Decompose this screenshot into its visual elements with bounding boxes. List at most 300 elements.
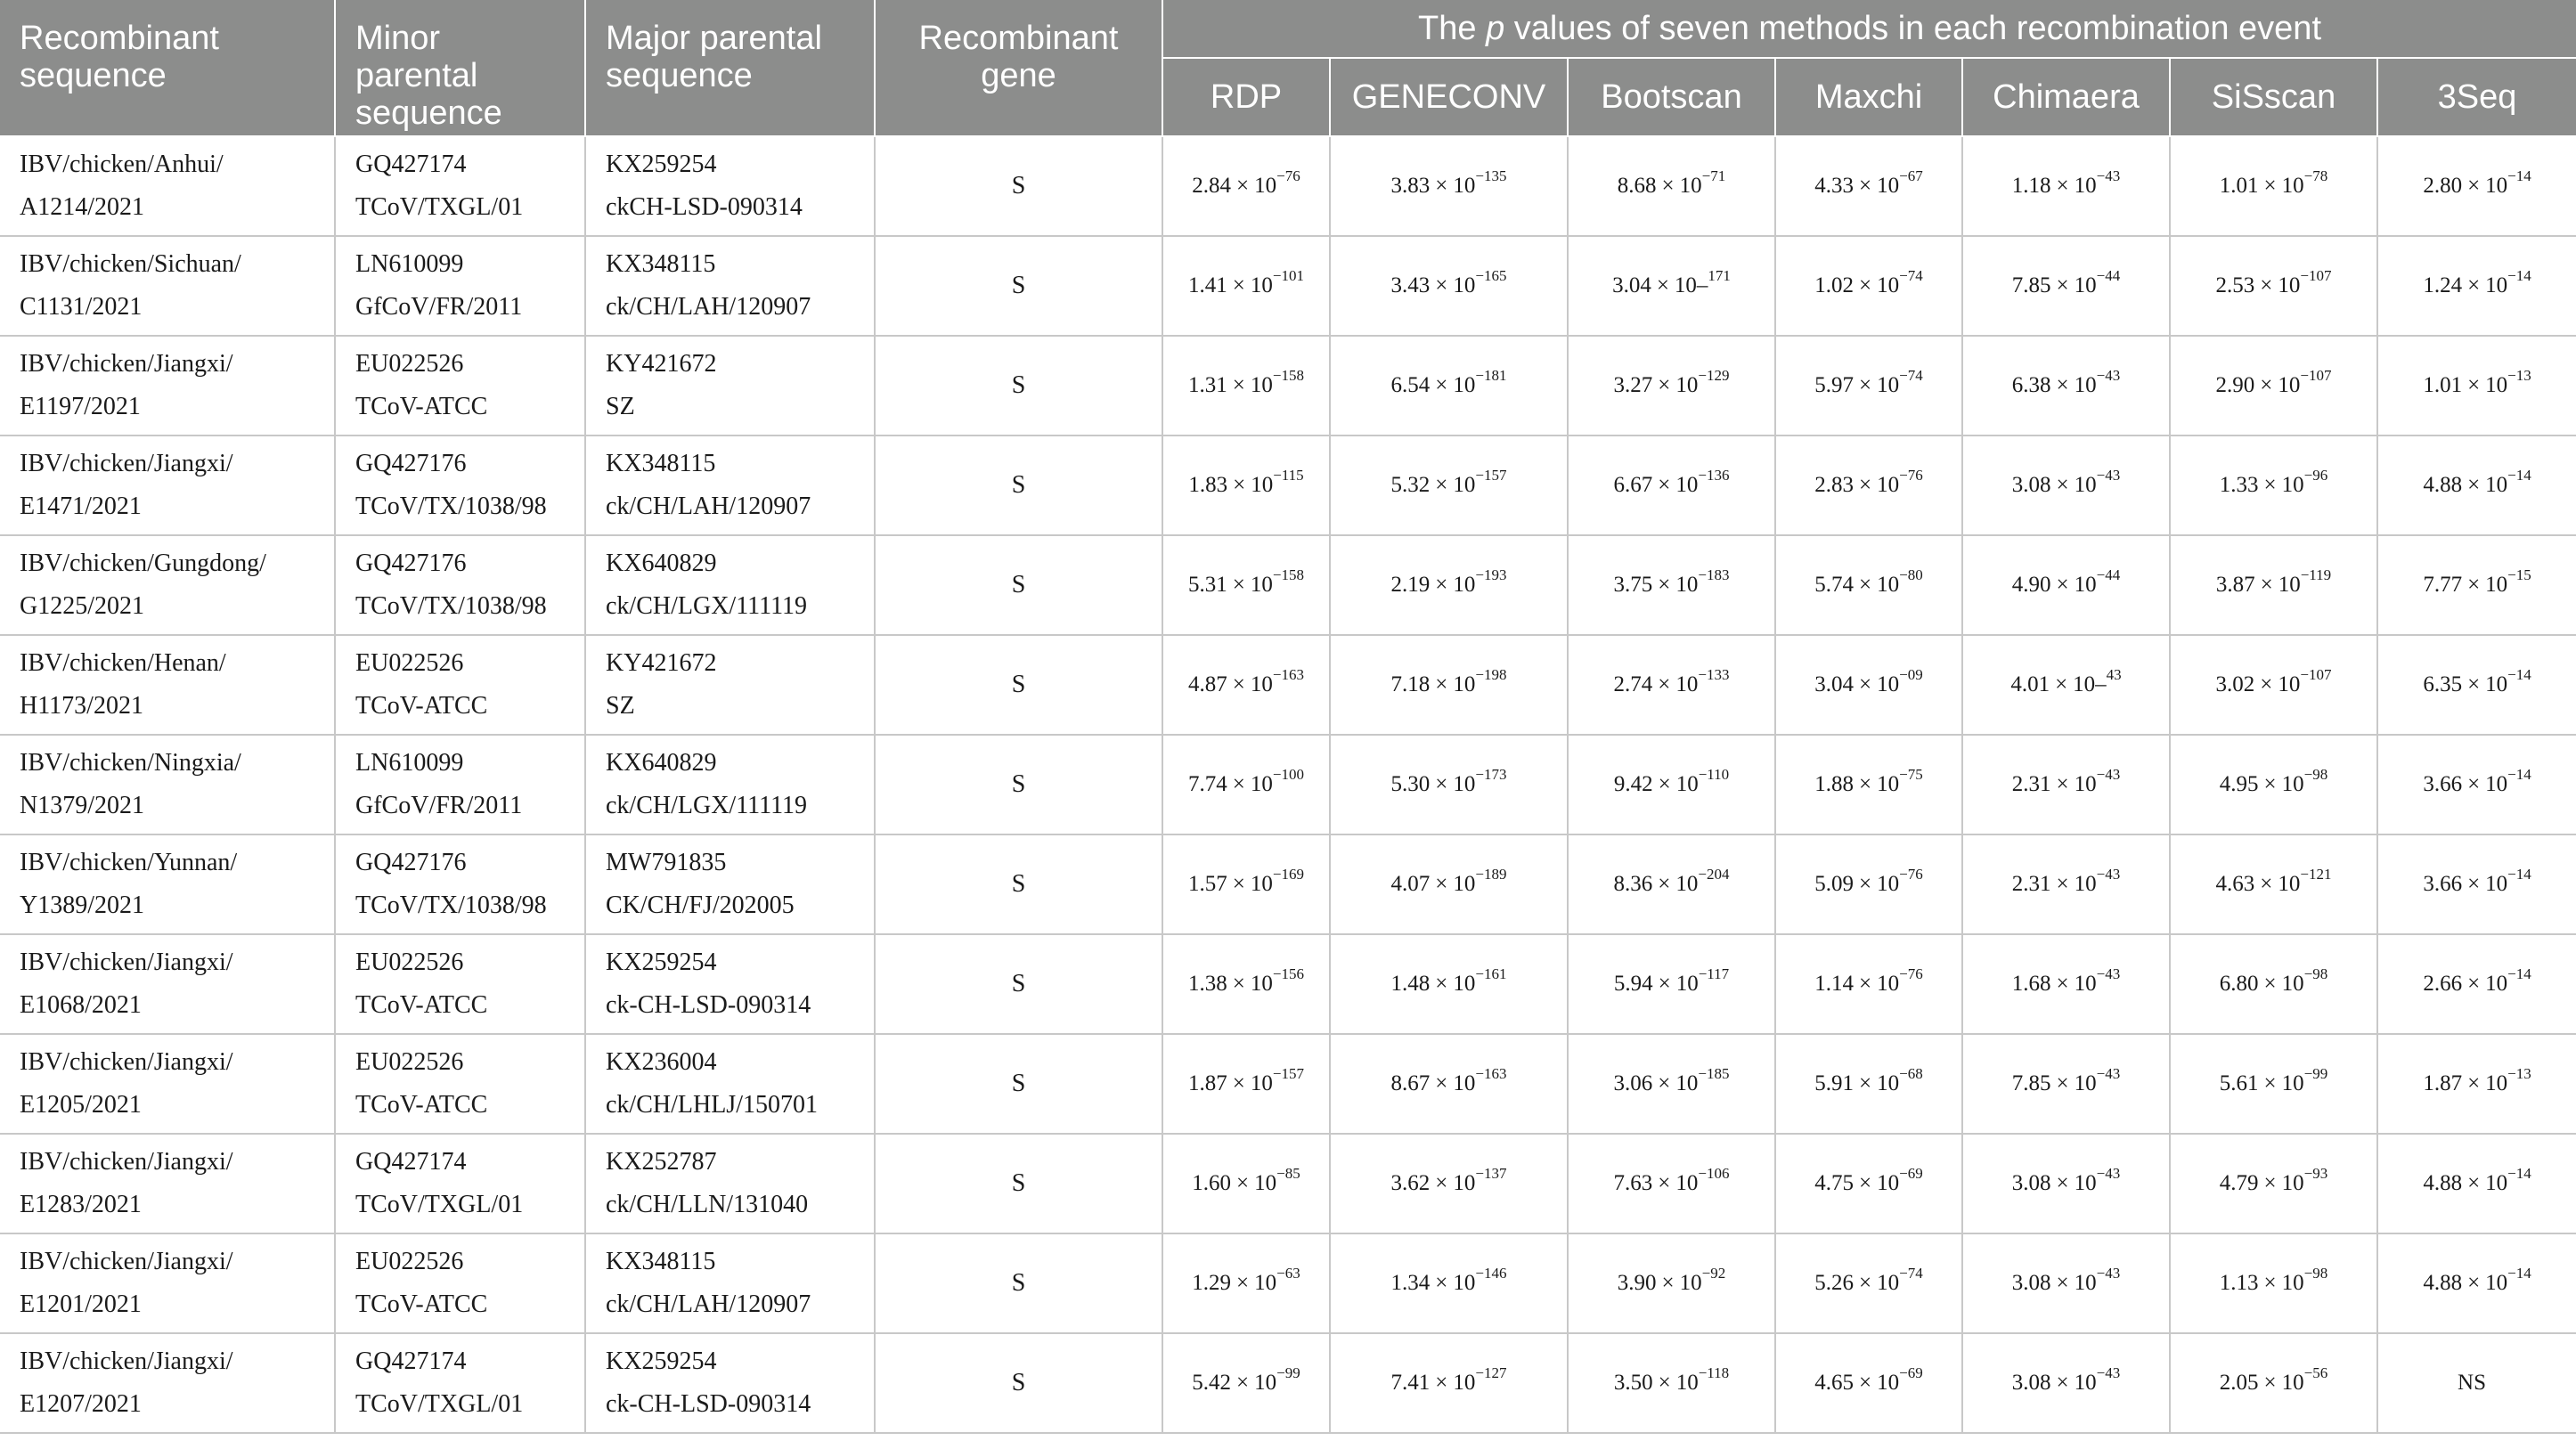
p-value-mantissa: 2.84 (1192, 174, 1232, 198)
p-value-times: × (1236, 1171, 1250, 1195)
minor-parental-cell-line-2: TCoV-ATCC (355, 991, 488, 1019)
p-value-geneconv (1330, 834, 1568, 934)
p-value-exponent: −09 (1899, 666, 1923, 683)
p-value-base: 10 (2074, 1271, 2097, 1295)
p-value-base: 10 (1877, 1271, 1900, 1295)
p-value-mantissa: 6.38 (2011, 373, 2051, 397)
p-value-mantissa: 2.31 (2011, 872, 2051, 896)
p-value-exponent: −76 (1899, 965, 1923, 982)
p-value-chimaera (1962, 1233, 2170, 1333)
p-value-exponent: −74 (1899, 1265, 1923, 1282)
p-value-mantissa: 4.75 (1814, 1171, 1855, 1195)
recombinant-gene-cell: S (875, 336, 1162, 436)
p-value-times: × (1232, 972, 1245, 996)
p-value-base: 10 (2281, 772, 2304, 796)
p-value-3seq (2377, 834, 2576, 934)
p-value-mantissa: 5.74 (1814, 573, 1855, 597)
p-value-rdp (1162, 735, 1330, 834)
p-value-exponent: −44 (2096, 566, 2121, 583)
p-value-mantissa: 5.09 (1814, 872, 1855, 896)
p-value-base: 10 (2074, 872, 2097, 896)
p-value-geneconv (1330, 535, 1568, 635)
p-value-times: × (2056, 573, 2069, 597)
p-value-maxchi (1775, 635, 1962, 735)
minor-parental-cell (335, 136, 585, 236)
p-value-exponent: 171 (1708, 267, 1731, 284)
p-value-base: 10 (2485, 972, 2508, 996)
p-value-mantissa: 1.14 (1814, 972, 1855, 996)
p-value-base: 10 (1453, 1071, 1476, 1095)
p-value-base: 10 (2485, 872, 2508, 896)
recombinant-gene-cell: S (875, 1233, 1162, 1333)
p-value-times: × (1658, 373, 1671, 397)
recombinant-sequence-cell-line-2: E1201/2021 (20, 1290, 142, 1318)
p-value-maxchi (1775, 934, 1962, 1034)
p-value-times: × (1859, 1071, 1872, 1095)
recombinant-sequence-cell-line-1: IBV/chicken/Jiangxi/ (20, 1248, 233, 1275)
p-value-base: 10 (1254, 174, 1277, 198)
p-value-exponent: −43 (2096, 866, 2121, 883)
recombinant-sequence-cell-line-2: N1379/2021 (20, 792, 144, 819)
p-value-exponent: −98 (2303, 965, 2328, 982)
p-value-exponent: −185 (1698, 1065, 1730, 1082)
p-value-base: 10– (1674, 273, 1708, 297)
p-value-base: 10 (1877, 672, 1900, 696)
p-value-base: 10 (1250, 672, 1273, 696)
minor-parental-cell (335, 336, 585, 436)
minor-parental-cell-line-2: TCoV-ATCC (355, 393, 488, 420)
p-value-exponent: −117 (1698, 965, 1730, 982)
p-value-exponent: −119 (2300, 566, 2332, 583)
p-value-exponent: −193 (1475, 566, 1507, 583)
p-value-base: 10 (1877, 972, 1900, 996)
p-value-mantissa: 6.54 (1390, 373, 1431, 397)
p-value-base: 10 (1679, 1271, 1702, 1295)
minor-parental-cell-line-1: GQ427176 (355, 450, 467, 477)
p-value-mantissa: 4.95 (2219, 772, 2259, 796)
major-parental-cell (585, 1233, 875, 1333)
p-value-base: 10 (2278, 373, 2301, 397)
p-value-maxchi (1775, 236, 1962, 336)
p-value-mantissa: 1.68 (2011, 972, 2051, 996)
p-value-times: × (2056, 473, 2069, 497)
recombinant-sequence-cell-line-2: E1283/2021 (20, 1191, 142, 1218)
minor-parental-cell (335, 535, 585, 635)
p-value-mantissa: 2.31 (2011, 772, 2051, 796)
p-value-exponent: −68 (1899, 1065, 1923, 1082)
p-value-base: 10 (1877, 1371, 1900, 1395)
minor-parental-cell-line-1: EU022526 (355, 1248, 464, 1275)
p-value-maxchi (1775, 1034, 1962, 1134)
p-value-base: 10 (1877, 872, 1900, 896)
p-value-sisscan (2170, 934, 2377, 1034)
minor-parental-cell (335, 436, 585, 535)
p-value-mantissa: 3.66 (2423, 772, 2463, 796)
p-value-maxchi (1775, 1233, 1962, 1333)
p-value-base: 10 (1250, 872, 1273, 896)
p-value-mantissa: 3.08 (2011, 1371, 2051, 1395)
p-value-times: × (2056, 1171, 2069, 1195)
p-value-bootscan (1568, 1233, 1775, 1333)
p-value-base: 10 (2281, 473, 2304, 497)
recombinant-sequence-cell (0, 1134, 335, 1233)
table-row (0, 1233, 2576, 1333)
p-value-maxchi (1775, 1333, 1962, 1433)
p-value-base: 10 (2281, 1271, 2304, 1295)
p-value-times: × (2260, 273, 2273, 297)
p-value-times: × (2467, 1171, 2481, 1195)
p-value-mantissa: NS (2458, 1371, 2487, 1395)
p-value-times: × (1859, 1271, 1872, 1295)
p-value-exponent: −115 (1273, 467, 1304, 484)
p-value-base: 10 (2074, 573, 2097, 597)
p-value-geneconv (1330, 236, 1568, 336)
p-value-mantissa: 7.74 (1188, 772, 1227, 796)
p-value-exponent: −85 (1276, 1165, 1300, 1182)
p-value-base: 10 (1675, 972, 1699, 996)
p-value-3seq (2377, 735, 2576, 834)
p-value-exponent: −63 (1276, 1265, 1300, 1282)
p-value-mantissa: 1.02 (1814, 273, 1855, 297)
table-row (0, 1134, 2576, 1233)
p-value-geneconv (1330, 635, 1568, 735)
p-value-mantissa: 7.18 (1390, 672, 1431, 696)
p-value-times: × (2260, 872, 2273, 896)
major-parental-cell (585, 535, 875, 635)
p-value-times: × (1232, 1071, 1245, 1095)
p-value-times: × (1236, 174, 1250, 198)
p-value-exponent: −107 (2300, 666, 2332, 683)
header-minor-parental: Minor parental sequence (335, 0, 585, 136)
p-value-times: × (1658, 573, 1671, 597)
p-value-mantissa: 3.43 (1390, 273, 1431, 297)
major-parental-cell (585, 1333, 875, 1433)
p-value-base: 10 (1254, 1271, 1277, 1295)
p-value-mantissa: 5.42 (1192, 1371, 1232, 1395)
p-value-base: 10 (2074, 473, 2097, 497)
p-value-sisscan (2170, 136, 2377, 236)
recombinant-gene-cell: S (875, 436, 1162, 535)
p-value-base: 10 (1675, 1171, 1699, 1195)
p-value-exponent: −110 (1698, 766, 1730, 783)
header-method-chimaera: Chimaera (1962, 58, 2170, 136)
p-value-mantissa: 3.06 (1613, 1071, 1653, 1095)
p-value-base: 10 (2485, 1171, 2508, 1195)
p-value-times: × (1232, 672, 1245, 696)
p-value-base: 10 (1877, 573, 1900, 597)
p-value-exponent: −43 (2096, 965, 2121, 982)
recombinant-sequence-cell (0, 1034, 335, 1134)
p-value-mantissa: 3.66 (2423, 872, 2463, 896)
p-value-exponent: −161 (1475, 965, 1507, 982)
p-value-mantissa: 2.90 (2215, 373, 2255, 397)
p-value-times: × (2260, 672, 2273, 696)
p-value-times: × (2467, 1271, 2481, 1295)
header-method-bootscan: Bootscan (1568, 58, 1775, 136)
p-value-times: × (1658, 473, 1671, 497)
header-row (0, 0, 2576, 58)
p-value-bootscan (1568, 436, 1775, 535)
major-parental-cell-line-1: KX259254 (606, 1347, 717, 1375)
p-value-exponent: −76 (1276, 167, 1300, 184)
p-value-mantissa: 1.48 (1390, 972, 1431, 996)
p-value-chimaera (1962, 934, 2170, 1034)
p-value-times: × (2260, 373, 2273, 397)
table-row (0, 735, 2576, 834)
p-value-times: × (2263, 1171, 2277, 1195)
p-value-mantissa: 2.74 (1613, 672, 1653, 696)
p-value-sisscan (2170, 236, 2377, 336)
p-value-mantissa: 1.31 (1188, 373, 1227, 397)
recombinant-sequence-cell (0, 236, 335, 336)
p-value-base: 10 (2281, 1171, 2304, 1195)
p-value-exponent: −99 (1276, 1364, 1300, 1381)
p-value-geneconv (1330, 336, 1568, 436)
p-value-exponent: −14 (2507, 1165, 2531, 1182)
p-value-rdp (1162, 436, 1330, 535)
table-row (0, 136, 2576, 236)
p-value-times: × (2467, 573, 2481, 597)
p-value-mantissa: 5.30 (1390, 772, 1431, 796)
p-value-exponent: −43 (2096, 167, 2121, 184)
p-value-times: × (1435, 772, 1448, 796)
p-value-mantissa: 1.57 (1188, 872, 1227, 896)
p-value-exponent: −13 (2507, 1065, 2531, 1082)
p-value-exponent: −14 (2507, 866, 2531, 883)
p-value-exponent: −14 (2507, 666, 2531, 683)
p-value-base: 10 (2278, 872, 2301, 896)
major-parental-cell-line-2: ck-CH-LSD-090314 (606, 1390, 811, 1418)
p-value-times: × (2263, 1271, 2277, 1295)
recombinant-sequence-cell-line-2: A1214/2021 (20, 193, 144, 221)
p-value-exponent: −76 (1899, 467, 1923, 484)
recombinant-gene-cell: S (875, 834, 1162, 934)
p-value-mantissa: 3.08 (2011, 473, 2051, 497)
p-value-maxchi (1775, 136, 1962, 236)
p-value-times: × (1658, 972, 1671, 996)
p-value-exponent: −43 (2096, 367, 2121, 384)
major-parental-cell-line-1: KY421672 (606, 350, 717, 378)
p-value-times: × (2467, 473, 2481, 497)
p-value-base: 10 (1877, 1171, 1900, 1195)
minor-parental-cell-line-1: LN610099 (355, 749, 464, 777)
p-value-base: 10 (1675, 373, 1699, 397)
minor-parental-cell-line-1: EU022526 (355, 350, 464, 378)
p-value-mantissa: 4.01 (2010, 672, 2050, 696)
p-value-times: × (1233, 473, 1246, 497)
p-value-exponent: −15 (2507, 566, 2531, 583)
p-value-times: × (1859, 373, 1872, 397)
p-value-chimaera (1962, 1034, 2170, 1134)
p-value-3seq (2377, 136, 2576, 236)
p-value-base: 10 (1250, 273, 1273, 297)
p-value-base: 10 (1679, 174, 1702, 198)
p-value-times: × (2467, 273, 2481, 297)
p-value-3seq (2377, 336, 2576, 436)
p-value-bootscan (1568, 336, 1775, 436)
p-value-3seq (2377, 1333, 2576, 1433)
p-value-base: 10 (2074, 1171, 2097, 1195)
p-value-times: × (1661, 174, 1675, 198)
p-value-times: × (2260, 573, 2273, 597)
recombinant-sequence-cell-line-1: IBV/chicken/Gungdong/ (20, 549, 266, 577)
minor-parental-cell-line-2: TCoV/TXGL/01 (355, 1191, 524, 1218)
p-value-mantissa: 7.85 (2011, 1071, 2051, 1095)
p-value-base: 10 (1877, 373, 1900, 397)
p-value-mantissa: 5.91 (1814, 1071, 1855, 1095)
minor-parental-cell (335, 1034, 585, 1134)
p-value-exponent: −43 (2096, 1065, 2121, 1082)
p-value-times: × (1859, 473, 1872, 497)
table-row (0, 635, 2576, 735)
table-row (0, 834, 2576, 934)
p-value-sisscan (2170, 834, 2377, 934)
p-value-chimaera (1962, 1333, 2170, 1433)
p-value-base: 10 (2485, 1071, 2508, 1095)
p-value-times: × (2055, 672, 2068, 696)
recombinant-gene-cell: S (875, 1333, 1162, 1433)
p-value-base: 10 (1453, 872, 1476, 896)
p-value-times: × (2263, 174, 2277, 198)
p-value-mantissa: 5.94 (1613, 972, 1653, 996)
p-value-exponent: −183 (1698, 566, 1730, 583)
minor-parental-cell-line-2: TCoV/TXGL/01 (355, 1390, 524, 1418)
p-value-mantissa: 8.68 (1617, 174, 1657, 198)
p-value-exponent: −118 (1698, 1364, 1730, 1381)
p-value-times: × (1661, 1271, 1675, 1295)
p-value-times: × (1435, 373, 1448, 397)
p-value-exponent: −189 (1475, 866, 1507, 883)
p-value-mantissa: 7.77 (2423, 573, 2463, 597)
p-value-mantissa: 3.83 (1390, 174, 1431, 198)
p-value-base: 10 (1675, 573, 1699, 597)
table-row (0, 1333, 2576, 1433)
major-parental-cell-line-2: ckCH-LSD-090314 (606, 193, 803, 221)
p-value-base: 10 (2485, 573, 2508, 597)
minor-parental-cell-line-2: GfCoV/FR/2011 (355, 792, 523, 819)
recombinant-sequence-cell (0, 934, 335, 1034)
p-value-times: × (2263, 1071, 2277, 1095)
p-value-maxchi (1775, 535, 1962, 635)
p-value-mantissa: 3.02 (2215, 672, 2255, 696)
recombinant-sequence-cell (0, 635, 335, 735)
p-value-times: × (1859, 1171, 1872, 1195)
p-value-geneconv (1330, 136, 1568, 236)
p-value-base: 10 (1254, 1171, 1277, 1195)
p-value-base: 10 (1675, 672, 1699, 696)
p-value-3seq (2377, 436, 2576, 535)
p-value-rdp (1162, 1333, 1330, 1433)
p-value-exponent: −163 (1475, 1065, 1507, 1082)
recombinant-sequence-cell-line-2: E1205/2021 (20, 1091, 142, 1119)
p-value-exponent: −137 (1475, 1165, 1507, 1182)
p-value-times: × (1232, 772, 1245, 796)
p-value-exponent: −76 (1899, 866, 1923, 883)
p-value-base: 10– (2073, 672, 2107, 696)
p-value-chimaera (1962, 236, 2170, 336)
major-parental-cell (585, 136, 875, 236)
p-value-times: × (2056, 1071, 2069, 1095)
recombinant-sequence-cell-line-2: C1131/2021 (20, 293, 143, 321)
p-value-exponent: −157 (1475, 467, 1507, 484)
p-value-geneconv (1330, 934, 1568, 1034)
minor-parental-cell-line-1: GQ427176 (355, 549, 467, 577)
p-value-exponent: −14 (2507, 267, 2531, 284)
minor-parental-cell-line-2: GfCoV/FR/2011 (355, 293, 523, 321)
p-value-base: 10 (2485, 1271, 2508, 1295)
recombinant-sequence-cell-line-1: IBV/chicken/Sichuan/ (20, 250, 241, 278)
p-value-exponent: −100 (1272, 766, 1304, 783)
header-group-p: p (1486, 10, 1505, 47)
recombinant-sequence-cell (0, 535, 335, 635)
p-value-times: × (1658, 1371, 1671, 1395)
p-value-times: × (1435, 972, 1448, 996)
p-value-base: 10 (2074, 1071, 2097, 1095)
p-value-mantissa: 1.24 (2423, 273, 2463, 297)
minor-parental-cell-line-1: GQ427174 (355, 1347, 467, 1375)
p-value-base: 10 (1250, 972, 1273, 996)
p-value-mantissa: 1.83 (1188, 473, 1228, 497)
p-value-times: × (1859, 772, 1872, 796)
p-value-mantissa: 4.63 (2215, 872, 2255, 896)
major-parental-cell-line-1: MW791835 (606, 849, 727, 876)
major-parental-cell (585, 1134, 875, 1233)
p-value-times: × (1859, 672, 1872, 696)
p-value-base: 10 (2281, 1071, 2304, 1095)
recombinant-sequence-cell (0, 336, 335, 436)
major-parental-cell-line-2: ck/CH/LLN/131040 (606, 1191, 809, 1218)
major-parental-cell-line-1: KX259254 (606, 151, 717, 178)
minor-parental-cell-line-2: TCoV-ATCC (355, 692, 488, 720)
p-value-mantissa: 7.41 (1390, 1371, 1431, 1395)
p-value-exponent: −99 (2303, 1065, 2328, 1082)
p-value-times: × (2263, 972, 2277, 996)
recombinant-gene-cell: S (875, 236, 1162, 336)
p-value-base: 10 (1250, 373, 1273, 397)
major-parental-cell-line-1: KX259254 (606, 948, 717, 976)
p-value-bootscan (1568, 1333, 1775, 1433)
minor-parental-cell-line-1: GQ427174 (355, 151, 467, 178)
p-value-sisscan (2170, 1333, 2377, 1433)
recombinant-sequence-cell-line-2: Y1389/2021 (20, 891, 144, 919)
p-value-chimaera (1962, 735, 2170, 834)
recombinant-gene-cell: S (875, 735, 1162, 834)
p-value-chimaera (1962, 436, 2170, 535)
recombinant-sequence-cell-line-2: G1225/2021 (20, 592, 144, 620)
p-value-times: × (2263, 473, 2277, 497)
p-value-times: × (2056, 373, 2069, 397)
p-value-mantissa: 1.33 (2219, 473, 2259, 497)
table-row (0, 535, 2576, 635)
p-value-exponent: −157 (1272, 1065, 1304, 1082)
recombinant-sequence-cell-line-2: H1173/2021 (20, 692, 143, 720)
p-value-chimaera (1962, 136, 2170, 236)
p-value-times: × (1435, 273, 1448, 297)
p-value-mantissa: 3.75 (1613, 573, 1653, 597)
minor-parental-cell (335, 1333, 585, 1433)
recombinant-sequence-cell-line-1: IBV/chicken/Jiangxi/ (20, 948, 233, 976)
p-value-base: 10 (1453, 273, 1476, 297)
p-value-exponent: −135 (1475, 167, 1507, 184)
p-value-exponent: −136 (1698, 467, 1730, 484)
header-methods-group (1162, 0, 2576, 58)
p-value-mantissa: 3.04 (1612, 273, 1651, 297)
p-value-mantissa: 1.18 (2011, 174, 2051, 198)
p-value-times: × (2467, 872, 2481, 896)
p-value-mantissa: 1.01 (2423, 373, 2463, 397)
major-parental-cell-line-2: ck/CH/LAH/120907 (606, 293, 811, 321)
p-value-geneconv (1330, 735, 1568, 834)
